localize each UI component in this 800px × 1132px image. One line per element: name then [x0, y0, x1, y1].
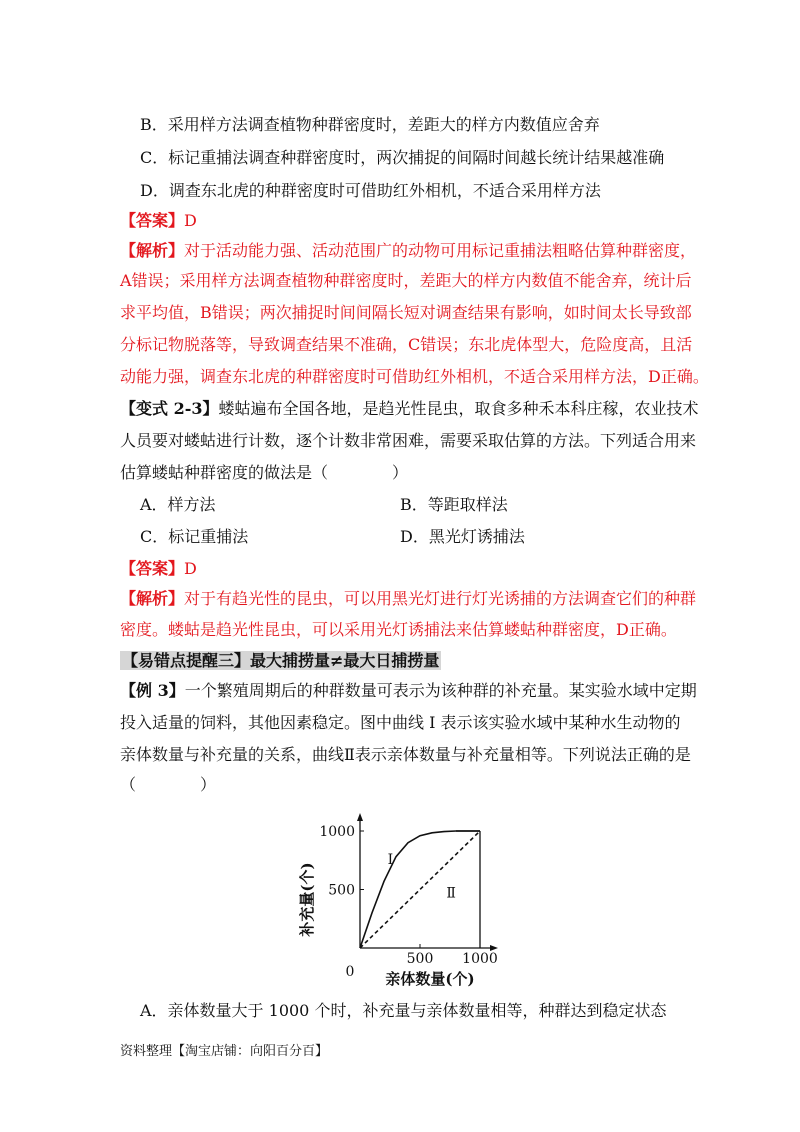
- analysis-2-line-2: 密度。蝼蛄是趋光性昆虫，可以采用光灯诱捕法来估算蝼蛄种群密度，D正确。: [120, 620, 677, 639]
- variant-option-a: A．样方法: [140, 495, 216, 514]
- variant-option-c: C．标记重捕法: [140, 527, 249, 546]
- analysis-1-line-1: 【解析】对于活动能力强、活动范围广的动物可用标记重捕法粗略估算种群密度，: [120, 241, 697, 260]
- example-line-3: 亲体数量与补充量的关系，曲线Ⅱ表示亲体数量与补充量相等。下列说法正确的是: [120, 745, 691, 764]
- analysis-label: 【解析】: [120, 241, 185, 260]
- series-label-2: Ⅱ: [446, 885, 456, 902]
- y-axis-arrow: [357, 813, 363, 821]
- variant-line-3: 估算蝼蛄种群密度的做法是（ ）: [120, 463, 409, 482]
- x-axis-label: 亲体数量(个): [385, 970, 475, 988]
- y-tick-label: 1000: [319, 824, 355, 840]
- variant-label: 【变式 2-3】: [120, 399, 219, 418]
- option-c: C．标记重捕法调查种群密度时，两次捕捉的间隔时间越长统计结果越准确: [140, 148, 665, 167]
- population-chart: [300, 800, 510, 1000]
- variant-option-b: B．等距取样法: [400, 495, 508, 514]
- example-line-4: （ ）: [120, 775, 217, 794]
- example-line-2: 投入适量的饲料，其他因素稳定。图中曲线 Ⅰ 表示该实验水域中某种水生动物的: [120, 713, 681, 732]
- answer-2: [120, 558, 197, 580]
- example-option-a: A．亲体数量大于 1000 个时，补充量与亲体数量相等，种群达到稳定状态: [140, 1001, 667, 1020]
- example-line-1: 【例 3】一个繁殖周期后的种群数量可表示为该种群的补充量。某实验水域中定期: [120, 681, 697, 700]
- variant-line-1: 【变式 2-3】蝼蛄遍布全国各地，是趋光性昆虫，取食多种禾本科庄稼，农业技术: [120, 399, 699, 418]
- answer-1: [120, 210, 197, 232]
- answer-label: 【答案】: [120, 559, 185, 578]
- x-tick-label: 1000: [462, 951, 498, 967]
- series-line-2: [360, 831, 480, 948]
- series-label-1: Ⅰ: [387, 851, 394, 868]
- option-d: D．调查东北虎的种群密度时可借助红外相机，不适合采用样方法: [140, 181, 601, 200]
- analysis-1-line-5: 动能力强，调查东北虎的种群密度时可借助红外相机，不适合采用样方法，D正确。: [120, 367, 709, 386]
- answer-value: D: [184, 211, 197, 230]
- section-title: 【易错点提醒三】最大捕捞量≠最大日捕捞量: [122, 651, 440, 670]
- origin-label: 0: [345, 964, 355, 980]
- y-axis-label: 补充量(个): [298, 862, 316, 937]
- example-label: 【例 3】: [120, 681, 185, 700]
- analysis-1-line-4: 分标记物脱落等，导致调查结果不准确，C错误；东北虎体型大，危险度高，且活: [120, 335, 693, 354]
- variant-option-d: D．黑光灯诱捕法: [400, 527, 525, 546]
- y-tick-label: 500: [328, 882, 355, 899]
- x-tick-label: 500: [406, 951, 434, 967]
- variant-line-2: 人员要对蝼蛄进行计数，逐个计数非常困难，需要采取估算的方法。下列适合用来: [120, 431, 697, 450]
- answer-label: 【答案】: [120, 211, 185, 230]
- option-b: B．采用样方法调查植物种群密度时，差距大的样方内数值应舍弃: [140, 115, 600, 134]
- analysis-1-line-3: 求平均值，B错误；两次捕捉时间间隔长短对调查结果有影响，如时间太长导致部: [120, 303, 692, 322]
- analysis-2-line-1: 【解析】对于有趋光性的昆虫，可以用黑光灯进行灯光诱捕的方法调查它们的种群: [120, 589, 697, 608]
- analysis-1-line-2: A错误；采用样方法调查植物种群密度时，差距大的样方内数值不能舍弃，统计后: [120, 271, 692, 290]
- footer: 资料整理【淘宝店铺：向阳百分百】: [120, 1044, 329, 1059]
- analysis-label: 【解析】: [120, 589, 185, 608]
- answer-value: D: [184, 559, 197, 578]
